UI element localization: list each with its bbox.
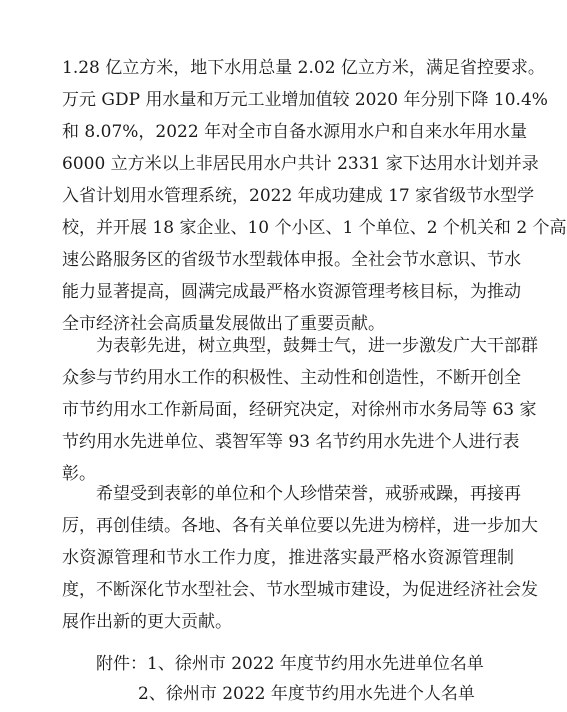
text-line: 和 8.07%，2022 年对全市自备水源用水户和自来水年用水量 xyxy=(62,122,528,142)
text-line: 展作出新的更大贡献。 xyxy=(62,612,232,632)
text-line: 万元 GDP 用水量和万元工业增加值较 2020 年分别下降 10.4% xyxy=(62,90,548,110)
text-line: 节约用水先进单位、裘智军等 93 名节约用水先进个人进行表 xyxy=(62,432,520,452)
text-line: 校，并开展 18 家企业、10 个小区、1 个单位、2 个机关和 2 个高 xyxy=(62,218,567,238)
text-line: 众参与节约用水工作的积极性、主动性和创造性，不断开创全 xyxy=(62,368,521,388)
text-line: 能力显著提高，圆满完成最严格水资源管理考核目标，为推动 xyxy=(62,282,521,302)
attachment-line-1: 附件：1、徐州市 2022 年度节约用水先进单位名单 xyxy=(96,654,484,674)
text-line: 全市经济社会高质量发展做出了重要贡献。 xyxy=(62,314,385,334)
text-line: 入省计划用水管理系统，2022 年成功建成 17 家省级节水型学 xyxy=(62,186,535,206)
text-line: 市节约用水工作新局面，经研究决定，对徐州市水务局等 63 家 xyxy=(62,400,537,420)
text-line: 希望受到表彰的单位和个人珍惜荣誉，戒骄戒躁，再接再 xyxy=(96,484,521,504)
paragraph-expectations xyxy=(62,478,538,638)
text-line: 厉，再创佳绩。各地、各有关单位要以先进为榜样，进一步加大 xyxy=(62,516,538,536)
paragraph-commendation xyxy=(62,330,538,490)
attachment-line-2: 2、徐州市 2022 年度节约用水先进个人名单 xyxy=(138,684,475,704)
text-line: 为表彰先进，树立典型，鼓舞士气，进一步激发广大干部群 xyxy=(96,336,538,356)
text-line: 水资源管理和节水工作力度，推进落实最严格水资源管理制 xyxy=(62,548,514,568)
paragraph-water-results xyxy=(62,52,567,340)
text-line: 度，不断深化节水型社会、节水型城市建设，为促进经济社会发 xyxy=(62,580,538,600)
text-line: 速公路服务区的省级节水型载体申报。全社会节水意识、节水 xyxy=(62,250,521,270)
text-line: 6000 立方米以上非居民用水户共计 2331 家下达用水计划并录 xyxy=(62,154,539,174)
text-line: 1.28 亿立方米，地下水用总量 2.02 亿立方米，满足省控要求。 xyxy=(62,58,545,78)
text-line: 彰。 xyxy=(62,464,96,484)
